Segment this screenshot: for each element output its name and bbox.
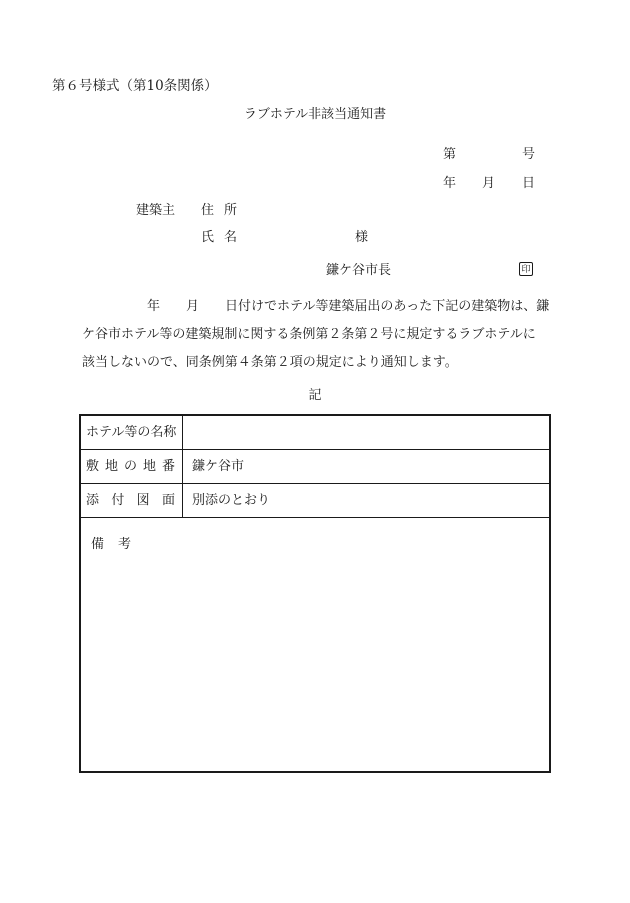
- document-number-suffix: 号: [522, 147, 536, 162]
- builder-label: 建築主: [136, 203, 176, 218]
- remarks-label: 備考: [91, 537, 146, 552]
- document-title: ラブホテル非該当通知書: [243, 107, 387, 122]
- issuer-title: 鎌ケ谷市長: [326, 263, 392, 278]
- honorific: 様: [355, 230, 369, 245]
- name-label: 氏名: [201, 230, 248, 245]
- seal-mark: 印: [519, 262, 533, 276]
- hotel-name-value: [183, 416, 549, 449]
- ki-heading: 記: [308, 388, 322, 403]
- date-year-label: 年: [443, 176, 457, 191]
- details-table: [79, 414, 551, 773]
- document-number-prefix: 第: [443, 147, 457, 162]
- lot-number-label: 敷地の地番: [81, 450, 183, 483]
- table-row: [81, 484, 549, 518]
- date-day-label: 日: [522, 176, 536, 191]
- table-row: [81, 450, 549, 484]
- form-number: 第６号様式（第10条関係）: [52, 78, 218, 94]
- lot-number-value: 鎌ケ谷市: [192, 459, 245, 474]
- address-label: 住所: [201, 203, 248, 218]
- attached-drawings-value: 別添のとおり: [192, 493, 271, 508]
- hotel-name-label: ホテル等の名称: [81, 416, 183, 449]
- notice-body: 年 月 日付けでホテル等建築届出のあった下記の建築物は、鎌 ケ谷市ホテル等の建築規制に関する条例第２条第２号に規定するラブホテルに 該当しないので、同条例第４条第２項の規定により通知します。: [82, 299, 550, 370]
- attached-drawings-label: 添付図面: [81, 484, 183, 517]
- table-row: [81, 416, 549, 450]
- date-month-label: 月: [482, 176, 496, 191]
